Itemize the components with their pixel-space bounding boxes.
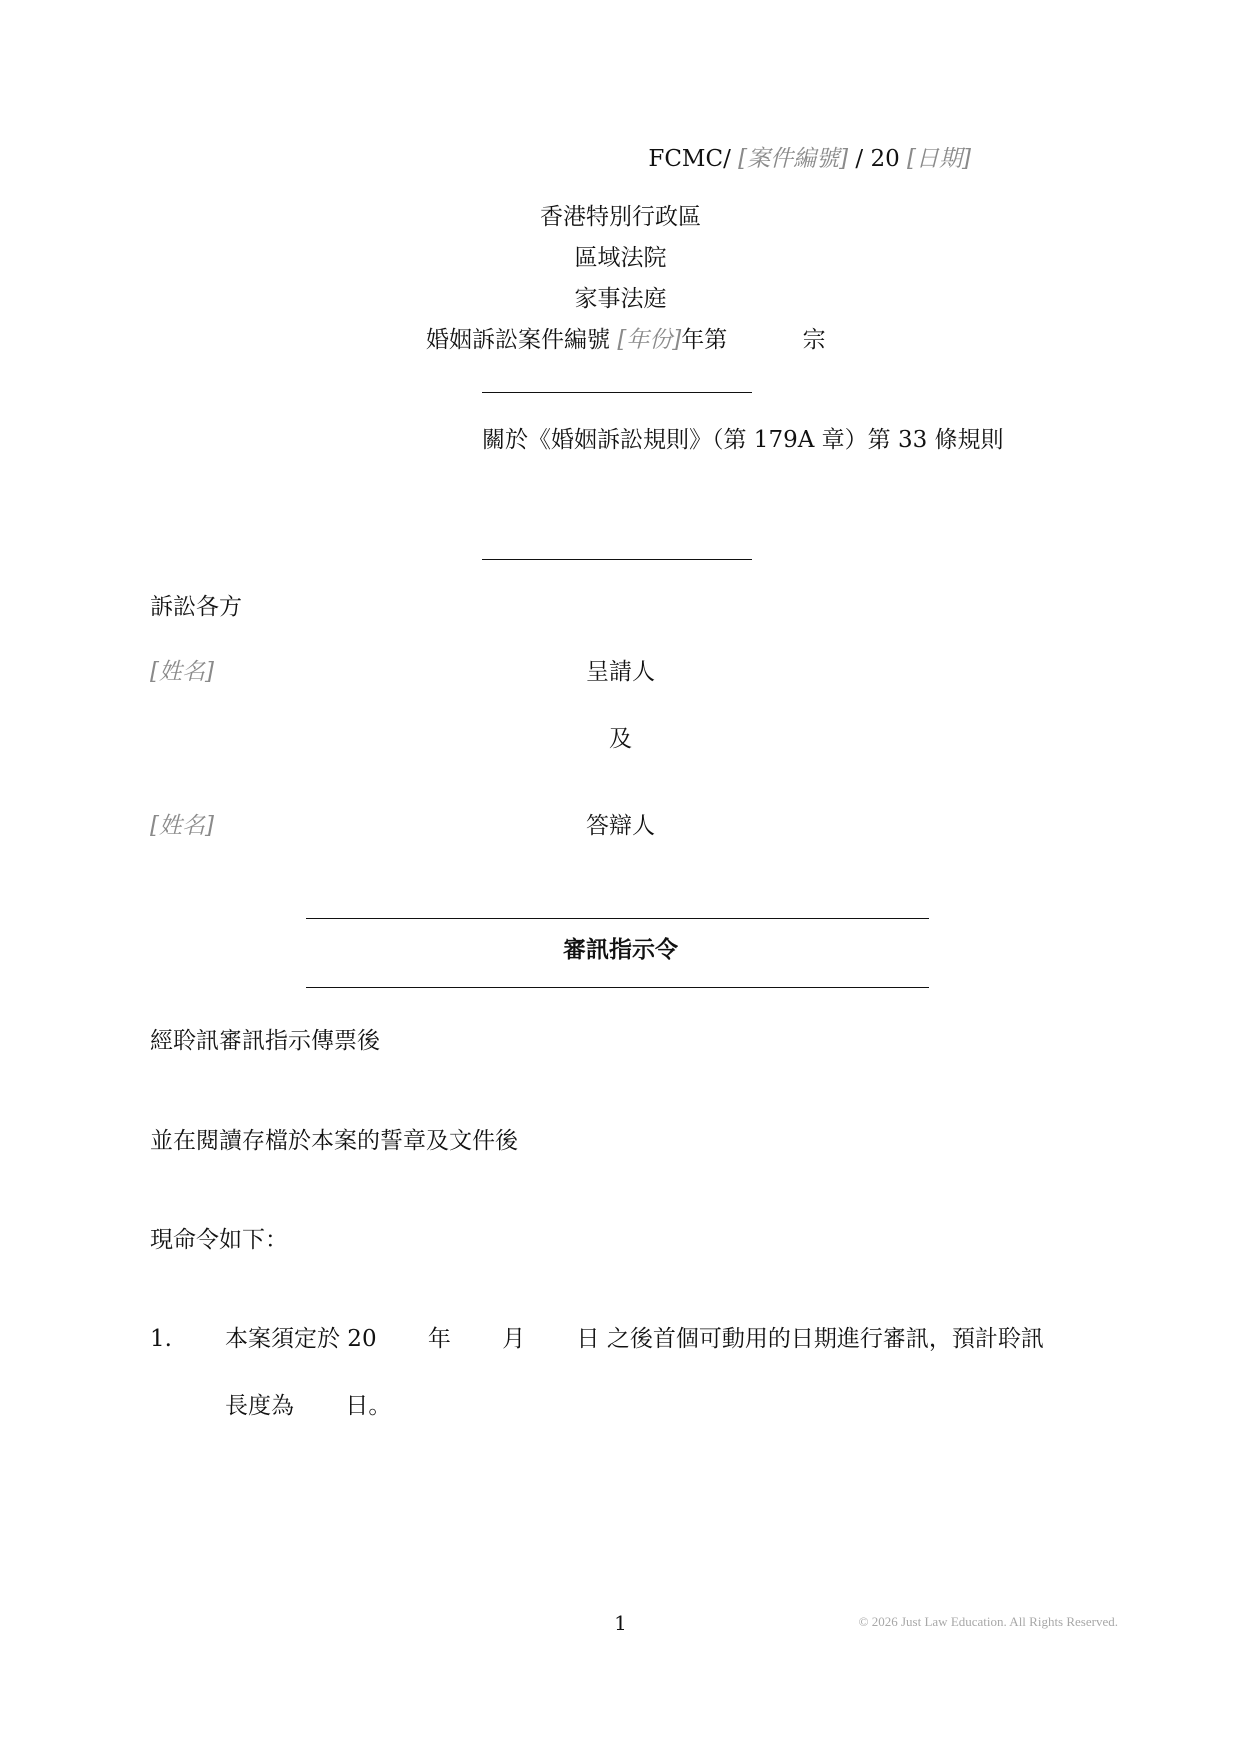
court-line-3: 家事法庭 <box>574 286 667 312</box>
case-number-placeholder: [案件編號] <box>738 146 849 172</box>
case-reference <box>648 144 971 174</box>
parties-heading: 訴訟各方 <box>150 594 242 620</box>
order-month-label: 月 <box>502 1326 526 1352</box>
and-connector: 及 <box>609 726 632 752</box>
case-ref-prefix: FCMC/ <box>648 146 731 172</box>
divider-bottom <box>482 559 752 560</box>
preamble-order: 現命令如下： <box>150 1227 288 1253</box>
case-number-line <box>426 325 826 355</box>
matter-line: 關於《婚姻訴訟規則》（第 179A 章）第 33 條規則 <box>482 427 1004 453</box>
order-length-label: 長度為 <box>225 1393 294 1419</box>
petitioner-role: 呈請人 <box>586 659 655 685</box>
respondent-name-placeholder: [姓名] <box>150 813 214 839</box>
order-number: 1. <box>150 1326 172 1352</box>
case-number-suffix: 宗 <box>802 327 826 353</box>
order-days-label: 日。 <box>345 1393 392 1419</box>
year-placeholder: [年份] <box>617 327 682 353</box>
document-title: 審訊指示令 <box>563 936 678 963</box>
title-rule-top <box>306 918 929 919</box>
order-text-line-2 <box>225 1391 391 1421</box>
title-rule-bottom <box>306 987 929 988</box>
order-text-line-1 <box>225 1324 1044 1354</box>
preamble-reading: 並在閱讀存檔於本案的誓章及文件後 <box>150 1128 518 1154</box>
date-placeholder: [日期] <box>907 146 971 172</box>
copyright-notice: © 2026 Just Law Education. All Rights Reserved. <box>858 1614 1118 1629</box>
case-number-mid: 年第 <box>681 327 728 353</box>
petitioner-name-placeholder: [姓名] <box>150 659 214 685</box>
case-ref-year: / 20 <box>855 146 900 172</box>
respondent-role: 答辯人 <box>586 813 655 839</box>
order-date-prefix: 本案須定於 20 <box>225 1326 377 1352</box>
divider-top <box>482 392 752 393</box>
case-number-label: 婚姻訴訟案件編號 <box>426 327 610 353</box>
order-year-label: 年 <box>427 1326 451 1352</box>
order-day-label: 日 之後首個可動用的日期進行審訊，預計聆訊 <box>576 1326 1044 1352</box>
page-number: 1 <box>614 1611 627 1635</box>
court-line-1: 香港特別行政區 <box>540 204 701 230</box>
court-line-2: 區域法院 <box>574 245 667 271</box>
preamble-hearing: 經聆訊審訊指示傳票後 <box>150 1028 380 1054</box>
